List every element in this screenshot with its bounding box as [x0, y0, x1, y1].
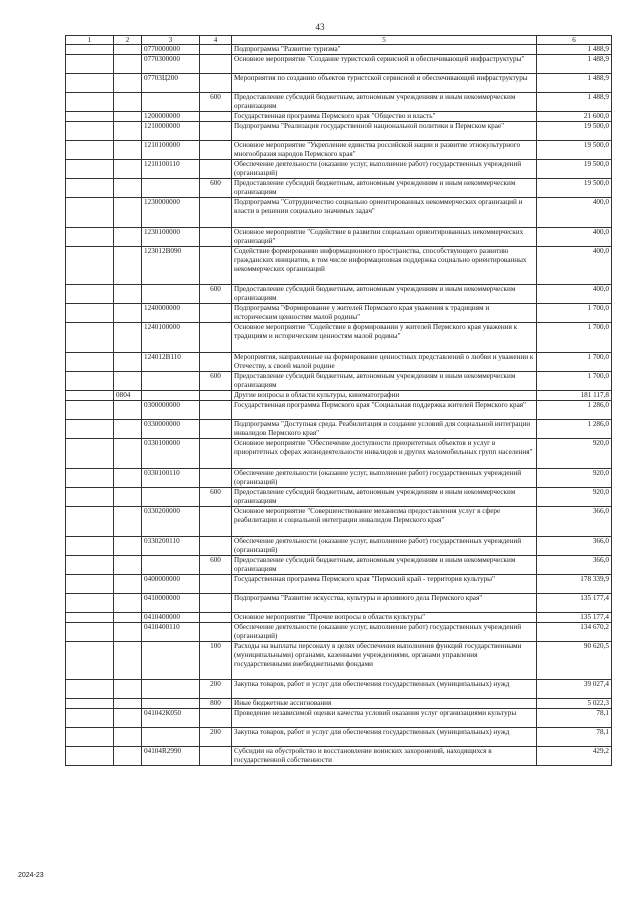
amount-cell: 1 488,9: [537, 55, 612, 74]
section-code-cell: [114, 506, 142, 536]
row-number-cell: [66, 391, 114, 401]
table-row: [66, 323, 612, 353]
target-article-cell: 1210100000: [142, 141, 200, 160]
expense-type-cell: [200, 536, 232, 555]
section-code-cell: [114, 228, 142, 247]
description-cell: Обеспечение деятельности (оказание услуг, выполнение работ) государственных учреждений (организаций): [232, 622, 537, 641]
section-code-cell: [114, 708, 142, 727]
amount-cell: 920,0: [537, 487, 612, 506]
section-code-cell: [114, 141, 142, 160]
target-article-cell: 123012В090: [142, 247, 200, 285]
description-cell: Основное мероприятие "Прочие вопросы в области культуры": [232, 612, 537, 622]
section-code-cell: [114, 74, 142, 93]
target-article-cell: 124012В110: [142, 353, 200, 372]
target-article-cell: 1230100000: [142, 228, 200, 247]
target-article-cell: 0410400000: [142, 612, 200, 622]
section-code-cell: [114, 304, 142, 323]
amount-cell: 1 286,0: [537, 419, 612, 438]
description-cell: Предоставление субсидий бюджетным, автономным учреждениям и иным некоммерческим организациям: [232, 487, 537, 506]
table-row: [66, 93, 612, 112]
section-code-cell: [114, 179, 142, 198]
section-code-cell: [114, 112, 142, 122]
row-number-cell: [66, 593, 114, 612]
table-row: [66, 228, 612, 247]
target-article-cell: [142, 641, 200, 679]
row-number-cell: [66, 353, 114, 372]
amount-cell: 400,0: [537, 247, 612, 285]
expense-type-cell: [200, 391, 232, 401]
footer-code: 2024-23: [18, 872, 44, 879]
table-row: [66, 555, 612, 574]
expense-type-cell: [200, 45, 232, 55]
target-article-cell: [142, 391, 200, 401]
expense-type-cell: [200, 198, 232, 228]
row-number-cell: [66, 612, 114, 622]
target-article-cell: [142, 372, 200, 391]
expense-type-cell: 800: [200, 698, 232, 708]
description-cell: Мероприятия по созданию объектов туристской сервисной и обеспечивающей инфраструктуры: [232, 74, 537, 93]
section-code-cell: [114, 285, 142, 304]
table-row: [66, 285, 612, 304]
table-row: [66, 74, 612, 93]
description-cell: Закупка товаров, работ и услуг для обеспечения государственных (муниципальных) нужд: [232, 727, 537, 746]
table-row: [66, 179, 612, 198]
expense-type-cell: [200, 708, 232, 727]
row-number-cell: [66, 228, 114, 247]
table-row: [66, 746, 612, 765]
amount-cell: 1 700,0: [537, 304, 612, 323]
table-row: [66, 506, 612, 536]
table-row: [66, 419, 612, 438]
section-code-cell: [114, 555, 142, 574]
description-cell: Государственная программа Пермского края "Пермский край - территория культуры": [232, 574, 537, 593]
amount-cell: 1 488,9: [537, 74, 612, 93]
expense-type-cell: [200, 612, 232, 622]
description-cell: Подпрограмма "Развитие искусства, культуры и архивного дела Пермского края": [232, 593, 537, 612]
section-code-cell: [114, 247, 142, 285]
amount-cell: 134 670,2: [537, 622, 612, 641]
row-number-cell: [66, 93, 114, 112]
section-code-cell: [114, 679, 142, 698]
expense-type-cell: 600: [200, 93, 232, 112]
description-cell: Основное мероприятие "Обеспечение доступности приоритетных объектов и услуг в приоритетных сферах жизнедеятельности инвалидов и других маломобильных групп населения": [232, 438, 537, 468]
table-row: [66, 55, 612, 74]
section-code-cell: 0804: [114, 391, 142, 401]
target-article-cell: 0330200110: [142, 536, 200, 555]
target-article-cell: [142, 698, 200, 708]
description-cell: Предоставление субсидий бюджетным, автономным учреждениям и иным некоммерческим организациям: [232, 285, 537, 304]
table-row: [66, 112, 612, 122]
row-number-cell: [66, 122, 114, 141]
expense-type-cell: 600: [200, 555, 232, 574]
target-article-cell: [142, 179, 200, 198]
expense-type-cell: [200, 122, 232, 141]
target-article-cell: 1230000000: [142, 198, 200, 228]
expense-type-cell: 600: [200, 487, 232, 506]
description-cell: Основное мероприятие "Содействие в развитии социально ориентированных некоммерческих организаций": [232, 228, 537, 247]
section-code-cell: [114, 353, 142, 372]
description-cell: Основное мероприятие "Содействие в формировании у жителей Пермского края уважения к традициям и историческим ценностям малой родины": [232, 323, 537, 353]
row-number-cell: [66, 55, 114, 74]
expense-type-cell: [200, 228, 232, 247]
description-cell: Предоставление субсидий бюджетным, автономным учреждениям и иным некоммерческим организациям: [232, 372, 537, 391]
description-cell: Обеспечение деятельности (оказание услуг, выполнение работ) государственных учреждений (организаций): [232, 468, 537, 487]
table-row: [66, 622, 612, 641]
row-number-cell: [66, 708, 114, 727]
target-article-cell: 0400000000: [142, 574, 200, 593]
section-code-cell: [114, 536, 142, 555]
description-cell: Подпрограмма "Формирование у жителей Пермского края уважения к традициям и историческим ценностям малой родины": [232, 304, 537, 323]
target-article-cell: 1200000000: [142, 112, 200, 122]
section-code-cell: [114, 593, 142, 612]
expense-type-cell: 200: [200, 727, 232, 746]
description-cell: Иные бюджетные ассигнования: [232, 698, 537, 708]
target-article-cell: 041042К050: [142, 708, 200, 727]
section-code-cell: [114, 612, 142, 622]
section-code-cell: [114, 198, 142, 228]
description-cell: Обеспечение деятельности (оказание услуг, выполнение работ) государственных учреждений (организаций): [232, 536, 537, 555]
row-number-cell: [66, 247, 114, 285]
table-row: [66, 487, 612, 506]
column-header: 6: [537, 36, 612, 45]
expense-type-cell: [200, 622, 232, 641]
target-article-cell: 0330000000: [142, 419, 200, 438]
section-code-cell: [114, 438, 142, 468]
row-number-cell: [66, 727, 114, 746]
row-number-cell: [66, 323, 114, 353]
row-number-cell: [66, 536, 114, 555]
expense-type-cell: [200, 160, 232, 179]
expense-type-cell: 200: [200, 679, 232, 698]
amount-cell: 181 117,8: [537, 391, 612, 401]
table-row: [66, 612, 612, 622]
row-number-cell: [66, 622, 114, 641]
amount-cell: 39 027,4: [537, 679, 612, 698]
target-article-cell: 04104R2990: [142, 746, 200, 765]
amount-cell: 90 620,5: [537, 641, 612, 679]
page-number: 43: [315, 22, 325, 32]
target-article-cell: 0770000000: [142, 45, 200, 55]
section-code-cell: [114, 468, 142, 487]
expense-type-cell: [200, 353, 232, 372]
row-number-cell: [66, 438, 114, 468]
section-code-cell: [114, 419, 142, 438]
row-number-cell: [66, 641, 114, 679]
table-row: [66, 141, 612, 160]
expense-type-cell: [200, 593, 232, 612]
row-number-cell: [66, 285, 114, 304]
amount-cell: 400,0: [537, 198, 612, 228]
description-cell: Другие вопросы в области культуры, кинематографии: [232, 391, 537, 401]
section-code-cell: [114, 55, 142, 74]
section-code-cell: [114, 727, 142, 746]
section-code-cell: [114, 93, 142, 112]
description-cell: Предоставление субсидий бюджетным, автономным учреждениям и иным некоммерческим организациям: [232, 93, 537, 112]
section-code-cell: [114, 622, 142, 641]
table-row: [66, 304, 612, 323]
expense-type-cell: [200, 74, 232, 93]
row-number-cell: [66, 372, 114, 391]
row-number-cell: [66, 746, 114, 765]
column-header: 4: [200, 36, 232, 45]
description-cell: Предоставление субсидий бюджетным, автономным учреждениям и иным некоммерческим организациям: [232, 555, 537, 574]
section-code-cell: [114, 698, 142, 708]
description-cell: Подпрограмма "Реализация государственной национальной политики в Пермском крае": [232, 122, 537, 141]
amount-cell: 429,2: [537, 746, 612, 765]
table-row: [66, 391, 612, 401]
amount-cell: 178 339,9: [537, 574, 612, 593]
section-code-cell: [114, 372, 142, 391]
table-row: [66, 45, 612, 55]
row-number-cell: [66, 74, 114, 93]
description-cell: Основное мероприятие "Укрепление единства российской нации и развитие этнокультурного многообразия народов Пермского края": [232, 141, 537, 160]
table-row: [66, 122, 612, 141]
amount-cell: 366,0: [537, 555, 612, 574]
row-number-cell: [66, 304, 114, 323]
amount-cell: 1 488,9: [537, 93, 612, 112]
description-cell: Основное мероприятие "Создание туристской сервисной и обеспечивающей инфраструктуры": [232, 55, 537, 74]
section-code-cell: [114, 487, 142, 506]
section-code-cell: [114, 160, 142, 179]
row-number-cell: [66, 506, 114, 536]
section-code-cell: [114, 746, 142, 765]
target-article-cell: 07703Ц200: [142, 74, 200, 93]
amount-cell: 366,0: [537, 506, 612, 536]
amount-cell: 135 177,4: [537, 612, 612, 622]
expense-type-cell: [200, 419, 232, 438]
target-article-cell: [142, 93, 200, 112]
expense-type-cell: [200, 141, 232, 160]
description-cell: Предоставление субсидий бюджетным, автономным учреждениям и иным некоммерческим организациям: [232, 179, 537, 198]
target-article-cell: [142, 487, 200, 506]
target-article-cell: 0410000000: [142, 593, 200, 612]
table-row: [66, 438, 612, 468]
target-article-cell: 1210100110: [142, 160, 200, 179]
amount-cell: 5 022,3: [537, 698, 612, 708]
amount-cell: 19 500,0: [537, 141, 612, 160]
expense-type-cell: [200, 247, 232, 285]
expense-type-cell: [200, 468, 232, 487]
expense-type-cell: [200, 55, 232, 74]
table-row: [66, 400, 612, 419]
amount-cell: 920,0: [537, 438, 612, 468]
row-number-cell: [66, 574, 114, 593]
table-row: [66, 468, 612, 487]
amount-cell: 21 600,0: [537, 112, 612, 122]
table-row: [66, 593, 612, 612]
section-code-cell: [114, 641, 142, 679]
amount-cell: 78,1: [537, 708, 612, 727]
column-header: 3: [142, 36, 200, 45]
row-number-cell: [66, 141, 114, 160]
target-article-cell: [142, 285, 200, 304]
column-header: 1: [66, 36, 114, 45]
description-cell: Мероприятия, направленные на формирование ценностных представлений о любви и уважении к Отечеству, к своей малой родине: [232, 353, 537, 372]
expense-type-cell: [200, 574, 232, 593]
expense-type-cell: 600: [200, 179, 232, 198]
amount-cell: 135 177,4: [537, 593, 612, 612]
table-row: [66, 372, 612, 391]
budget-table: [65, 35, 612, 766]
amount-cell: 19 500,0: [537, 122, 612, 141]
expense-type-cell: [200, 506, 232, 536]
amount-cell: 400,0: [537, 285, 612, 304]
target-article-cell: 1210000000: [142, 122, 200, 141]
section-code-cell: [114, 400, 142, 419]
table-row: [66, 353, 612, 372]
row-number-cell: [66, 487, 114, 506]
section-code-cell: [114, 574, 142, 593]
table-row: [66, 536, 612, 555]
table-row: [66, 641, 612, 679]
section-code-cell: [114, 122, 142, 141]
row-number-cell: [66, 679, 114, 698]
amount-cell: 78,1: [537, 727, 612, 746]
amount-cell: 1 700,0: [537, 372, 612, 391]
amount-cell: 1 700,0: [537, 323, 612, 353]
description-cell: Государственная программа Пермского края "Социальная поддержка жителей Пермского края": [232, 400, 537, 419]
table-row: [66, 727, 612, 746]
row-number-cell: [66, 555, 114, 574]
row-number-cell: [66, 419, 114, 438]
table-row: [66, 698, 612, 708]
expense-type-cell: [200, 323, 232, 353]
table-row: [66, 679, 612, 698]
expense-type-cell: 600: [200, 285, 232, 304]
row-number-cell: [66, 698, 114, 708]
description-cell: Основное мероприятие "Совершенствование механизма предоставления услуг в сфере реабилитации и социальной интеграции инвалидов Пермского края": [232, 506, 537, 536]
expense-type-cell: [200, 746, 232, 765]
amount-cell: 19 500,0: [537, 179, 612, 198]
expense-type-cell: [200, 112, 232, 122]
description-cell: Содействие формированию информационного пространства, способствующего развитию гражданских инициатив, в том числе информационная поддержка социально ориентированных некоммерческих организаций: [232, 247, 537, 285]
row-number-cell: [66, 400, 114, 419]
description-cell: Проведение независимой оценки качества условий оказания услуг организациями культуры: [232, 708, 537, 727]
target-article-cell: 0330100110: [142, 468, 200, 487]
target-article-cell: 0330200000: [142, 506, 200, 536]
description-cell: Государственная программа Пермского края "Общество и власть": [232, 112, 537, 122]
description-cell: Подпрограмма "Сотрудничество социально ориентированных некоммерческих организаций и власти в решении социально значимых задач": [232, 198, 537, 228]
row-number-cell: [66, 45, 114, 55]
expense-type-cell: [200, 438, 232, 468]
target-article-cell: 0770300000: [142, 55, 200, 74]
target-article-cell: 0300000000: [142, 400, 200, 419]
target-article-cell: 1240000000: [142, 304, 200, 323]
description-cell: Расходы на выплаты персоналу в целях обеспечения выполнения функций государственными (муниципальными) органами, казенными учреждениями, органами управления государственными внебюджетными фондами: [232, 641, 537, 679]
amount-cell: 366,0: [537, 536, 612, 555]
amount-cell: 1 286,0: [537, 400, 612, 419]
table-row: [66, 198, 612, 228]
amount-cell: 920,0: [537, 468, 612, 487]
target-article-cell: 0330100000: [142, 438, 200, 468]
table-row: [66, 574, 612, 593]
target-article-cell: [142, 727, 200, 746]
expense-type-cell: 600: [200, 372, 232, 391]
expense-type-cell: [200, 400, 232, 419]
amount-cell: 400,0: [537, 228, 612, 247]
table-row: [66, 247, 612, 285]
row-number-cell: [66, 179, 114, 198]
target-article-cell: [142, 679, 200, 698]
row-number-cell: [66, 468, 114, 487]
expense-type-cell: 100: [200, 641, 232, 679]
row-number-cell: [66, 198, 114, 228]
expense-type-cell: [200, 304, 232, 323]
table-row: [66, 160, 612, 179]
table-header: [66, 36, 612, 45]
description-cell: Подпрограмма "Развитие туризма": [232, 45, 537, 55]
row-number-cell: [66, 160, 114, 179]
section-code-cell: [114, 45, 142, 55]
target-article-cell: 0410400110: [142, 622, 200, 641]
amount-cell: 19 500,0: [537, 160, 612, 179]
amount-cell: 1 700,0: [537, 353, 612, 372]
column-header: 2: [114, 36, 142, 45]
column-header: 5: [232, 36, 537, 45]
description-cell: Обеспечение деятельности (оказание услуг, выполнение работ) государственных учреждений (организаций): [232, 160, 537, 179]
table-row: [66, 708, 612, 727]
description-cell: Закупка товаров, работ и услуг для обеспечения государственных (муниципальных) нужд: [232, 679, 537, 698]
target-article-cell: 1240100000: [142, 323, 200, 353]
amount-cell: 1 488,9: [537, 45, 612, 55]
target-article-cell: [142, 555, 200, 574]
row-number-cell: [66, 112, 114, 122]
description-cell: Субсидии на обустройство и восстановление воинских захоронений, находящихся в государственной собственности: [232, 746, 537, 765]
section-code-cell: [114, 323, 142, 353]
description-cell: Подпрограмма "Доступная среда. Реабилитация и создание условий для социальной интеграции инвалидов Пермского края": [232, 419, 537, 438]
